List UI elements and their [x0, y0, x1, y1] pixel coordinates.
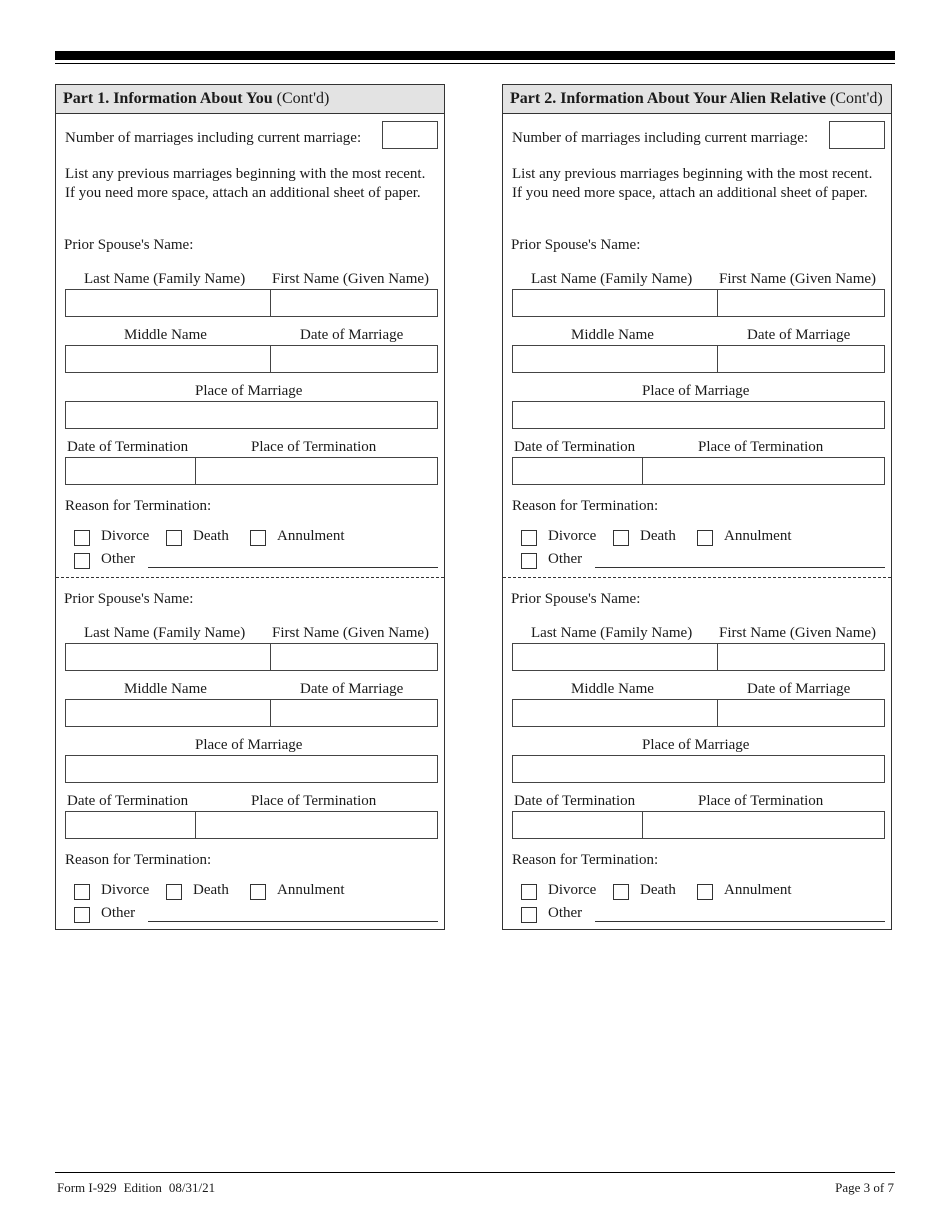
part2-panel — [502, 84, 892, 930]
other-label: Other — [548, 905, 583, 921]
divorce-label: Divorce — [548, 882, 597, 898]
divorce-checkbox[interactable] — [521, 884, 537, 900]
divorce-label: Divorce — [101, 528, 150, 544]
death-label: Death — [193, 528, 229, 544]
divorce-label: Divorce — [101, 882, 150, 898]
date-of-termination-input[interactable] — [65, 457, 196, 485]
death-checkbox[interactable] — [613, 884, 629, 900]
death-checkbox[interactable] — [166, 884, 182, 900]
first-name-input[interactable] — [718, 289, 885, 317]
last-name-input[interactable] — [512, 289, 718, 317]
first-name-label: First Name (Given Name) — [272, 625, 430, 641]
first-name-label: First Name (Given Name) — [719, 271, 877, 287]
reason-for-termination-label: Reason for Termination: — [65, 498, 212, 514]
reason-for-termination-label: Reason for Termination: — [512, 498, 659, 514]
other-reason-line[interactable] — [148, 921, 438, 922]
date-of-termination-input[interactable] — [512, 457, 643, 485]
place-of-termination-label: Place of Termination — [251, 793, 377, 809]
date-of-marriage-input[interactable] — [718, 345, 885, 373]
middle-name-label: Middle Name — [124, 681, 207, 697]
part1-panel — [55, 84, 445, 930]
date-of-marriage-input[interactable] — [271, 699, 438, 727]
date-of-marriage-label: Date of Marriage — [300, 327, 404, 343]
panel-header-suffix: (Cont'd) — [830, 90, 883, 107]
other-label: Other — [101, 905, 136, 921]
last-name-label: Last Name (Family Name) — [531, 271, 693, 287]
death-label: Death — [640, 882, 676, 898]
form-id: Form I-929 — [57, 1180, 117, 1195]
last-name-input[interactable] — [65, 643, 271, 671]
other-reason-line[interactable] — [148, 567, 438, 568]
other-checkbox[interactable] — [74, 907, 90, 923]
other-reason-line[interactable] — [595, 567, 885, 568]
top-rule-thin — [55, 63, 895, 64]
date-of-termination-label: Date of Termination — [514, 439, 636, 455]
annulment-checkbox[interactable] — [250, 530, 266, 546]
footer-rule — [55, 1172, 895, 1173]
place-of-marriage-label: Place of Marriage — [195, 737, 303, 753]
place-of-marriage-input[interactable] — [512, 755, 885, 783]
date-of-marriage-input[interactable] — [718, 699, 885, 727]
last-name-label: Last Name (Family Name) — [84, 625, 246, 641]
death-checkbox[interactable] — [166, 530, 182, 546]
marriages-count-label: Number of marriages including current marriage: — [65, 130, 362, 146]
middle-name-label: Middle Name — [571, 681, 654, 697]
reason-for-termination-label: Reason for Termination: — [65, 852, 212, 868]
first-name-input[interactable] — [271, 289, 438, 317]
date-of-marriage-label: Date of Marriage — [300, 681, 404, 697]
other-label: Other — [548, 551, 583, 567]
last-name-label: Last Name (Family Name) — [84, 271, 246, 287]
middle-name-input[interactable] — [65, 345, 271, 373]
date-of-marriage-label: Date of Marriage — [747, 327, 851, 343]
place-of-marriage-label: Place of Marriage — [642, 737, 750, 753]
annulment-label: Annulment — [277, 528, 345, 544]
death-label: Death — [640, 528, 676, 544]
panel-header-title: Part 1. Information About You — [63, 90, 273, 107]
place-of-termination-input[interactable] — [196, 457, 438, 485]
place-of-marriage-label: Place of Marriage — [642, 383, 750, 399]
divorce-checkbox[interactable] — [74, 884, 90, 900]
place-of-marriage-input[interactable] — [512, 401, 885, 429]
prior-spouse-label: Prior Spouse's Name: — [511, 591, 641, 607]
reason-for-termination-label: Reason for Termination: — [512, 852, 659, 868]
place-of-marriage-input[interactable] — [65, 755, 438, 783]
date-of-termination-label: Date of Termination — [514, 793, 636, 809]
place-of-termination-label: Place of Termination — [698, 793, 824, 809]
marriages-count-input[interactable] — [382, 121, 438, 149]
panel-header — [503, 85, 891, 114]
panel-header-title: Part 2. Information About Your Alien Relative — [510, 90, 826, 107]
middle-name-input[interactable] — [512, 699, 718, 727]
first-name-label: First Name (Given Name) — [719, 625, 877, 641]
prior-spouse-label: Prior Spouse's Name: — [511, 237, 641, 253]
prior-spouse-label: Prior Spouse's Name: — [64, 237, 194, 253]
date-of-termination-label: Date of Termination — [67, 793, 189, 809]
edition-date: 08/31/21 — [168, 1180, 216, 1195]
middle-name-input[interactable] — [65, 699, 271, 727]
other-label: Other — [101, 551, 136, 567]
last-name-label: Last Name (Family Name) — [531, 625, 693, 641]
section-divider — [503, 577, 891, 578]
divorce-checkbox[interactable] — [74, 530, 90, 546]
annulment-label: Annulment — [724, 528, 792, 544]
first-name-label: First Name (Given Name) — [272, 271, 430, 287]
footer-form-edition — [57, 1180, 222, 1196]
other-reason-line[interactable] — [595, 921, 885, 922]
middle-name-input[interactable] — [512, 345, 718, 373]
date-of-marriage-input[interactable] — [271, 345, 438, 373]
middle-name-label: Middle Name — [571, 327, 654, 343]
marriages-count-input[interactable] — [829, 121, 885, 149]
last-name-input[interactable] — [65, 289, 271, 317]
edition-label: Edition — [123, 1180, 162, 1195]
date-of-marriage-label: Date of Marriage — [747, 681, 851, 697]
panel-header — [56, 85, 444, 114]
instructions-text: List any previous marriages beginning with the most recent. If you need more space, attach an additional sheet of paper. — [512, 166, 873, 201]
middle-name-label: Middle Name — [124, 327, 207, 343]
other-checkbox[interactable] — [521, 553, 537, 569]
prior-spouse-label: Prior Spouse's Name: — [64, 591, 194, 607]
section-divider — [56, 577, 444, 578]
date-of-termination-input[interactable] — [512, 811, 643, 839]
annulment-label: Annulment — [724, 882, 792, 898]
other-checkbox[interactable] — [74, 553, 90, 569]
date-of-termination-input[interactable] — [65, 811, 196, 839]
place-of-termination-input[interactable] — [643, 457, 885, 485]
page-number: Page 3 of 7 — [835, 1180, 894, 1195]
other-checkbox[interactable] — [521, 907, 537, 923]
divorce-checkbox[interactable] — [521, 530, 537, 546]
last-name-input[interactable] — [512, 643, 718, 671]
date-of-termination-label: Date of Termination — [67, 439, 189, 455]
annulment-checkbox[interactable] — [697, 530, 713, 546]
annulment-checkbox[interactable] — [250, 884, 266, 900]
marriages-count-label: Number of marriages including current marriage: — [512, 130, 809, 146]
first-name-input[interactable] — [271, 643, 438, 671]
death-label: Death — [193, 882, 229, 898]
first-name-input[interactable] — [718, 643, 885, 671]
instructions-text: List any previous marriages beginning with the most recent. If you need more space, attach an additional sheet of paper. — [65, 166, 426, 201]
place-of-marriage-label: Place of Marriage — [195, 383, 303, 399]
place-of-termination-label: Place of Termination — [698, 439, 824, 455]
place-of-marriage-input[interactable] — [65, 401, 438, 429]
place-of-termination-input[interactable] — [643, 811, 885, 839]
death-checkbox[interactable] — [613, 530, 629, 546]
place-of-termination-input[interactable] — [196, 811, 438, 839]
annulment-checkbox[interactable] — [697, 884, 713, 900]
place-of-termination-label: Place of Termination — [251, 439, 377, 455]
panel-header-suffix: (Cont'd) — [276, 90, 330, 107]
divorce-label: Divorce — [548, 528, 597, 544]
top-rule — [55, 51, 895, 60]
annulment-label: Annulment — [277, 882, 345, 898]
